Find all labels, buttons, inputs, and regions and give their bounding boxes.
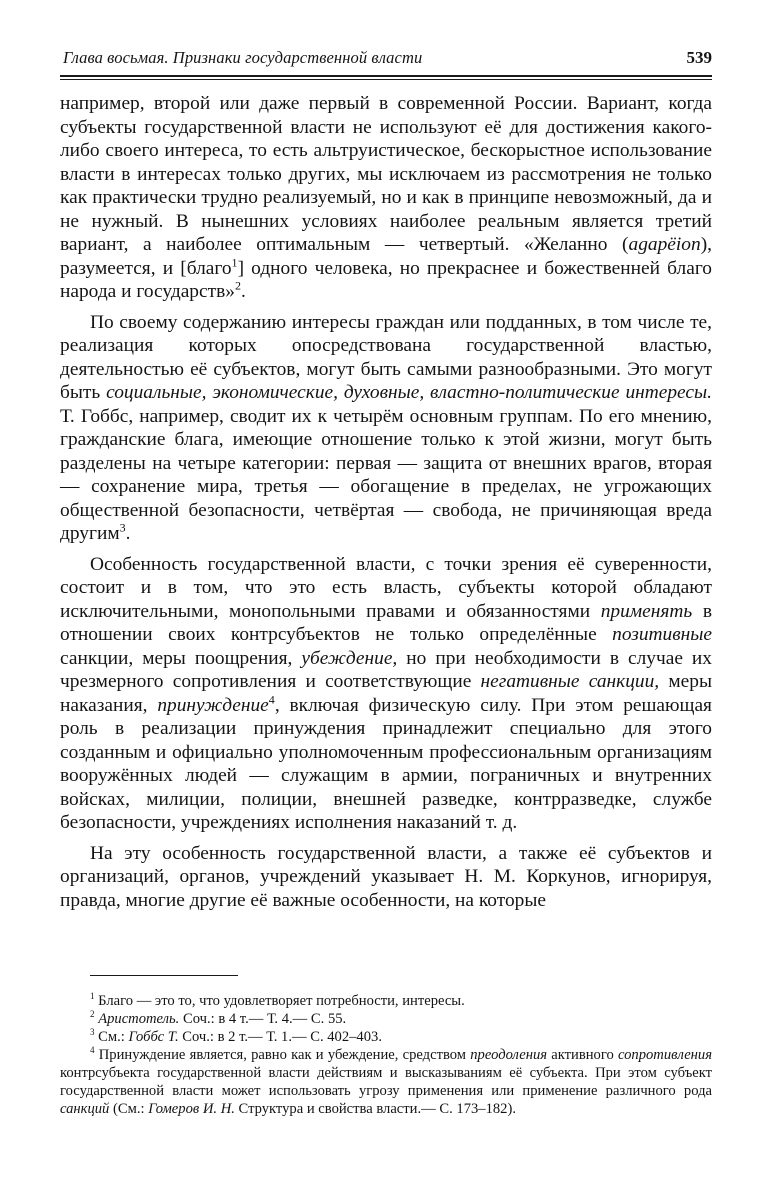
running-head: Глава восьмая. Признаки государственной власти	[63, 48, 423, 67]
paragraph-3: Особенность государственной власти, с точки зрения её суверенности, состоит и в том, что это есть власть, субъекты которой обладают исключительными, монопольными правами и обязанностями применять в отношении своих контрсубъектов не только определённые позитивные санкции, меры поощрения, убеждение, но при необходимости в случае их чрезмерного сопротивления и соответствующие негативные санкции, меры наказания, принуждение$^4$, включая физическую силу. При этом решающая роль в реализации принуждения принадлежит специально для этого созданным и официально уполномоченным профессиональным организациям вооружённых людей — служащим в армии, пограничных и внутренних войсках, милиции, полиции, внешней разведке, контрразведке, службе безопасности, учреждениях исполнения наказаний т. д.	[60, 553, 713, 833]
paragraph-2: По своему содержанию интересы граждан или подданных, в том числе те, реализация которых опосредствована государственной властью, деятельностью её субъектов, могут быть самыми разнообразными. Это могут быть социальные, экономические, духовные, властно-политические интересы. Т. Гоббс, например, сводит их к четырём основным группам. По его мнению, гражданские блага, имеющие отношение только к этой жизни, могут быть разделены на четыре категории: первая — защита от внешних врагов, вторая — сохранение мира, третья — обогащение в пределах, не угрожающих общественной безопасности, четвёртая — свобода, не причиняющая вреда другим$^3$.	[60, 311, 712, 544]
footnote-ref-4[interactable]: 4	[268, 692, 275, 707]
footnotes	[60, 992, 712, 1118]
footnote-4: $^4$ Принуждение является, равно как и убеждение, средством преодоления активного сопротивления контрсубъекта государственной власти действиям и высказываниям её субъекта. При этом субъект государственной власти может использовать угрозу применения или применение различного рода санкций (См.: Гомеров И. Н. Структура и свойства власти.— С. 173–182).	[60, 1045, 712, 1117]
footnote-ref-3[interactable]: 3	[119, 520, 126, 535]
footnote-1: $^1$ Благо — это то, что удовлетворяет потребности, интересы.	[90, 991, 465, 1009]
footnote-ref-2[interactable]: 2	[234, 278, 241, 293]
footnote-separator	[90, 975, 238, 976]
footnote-ref-1[interactable]: 1	[231, 255, 238, 270]
footnote-2: $^2$ Аристотель. Соч.: в 4 т.— Т. 4.— С. 55.	[90, 1009, 347, 1027]
paragraph-4: На эту особенность государственной власти, а также её субъектов и организаций, органов, учреждений указывает Н. М. Коркунов, игнорируя, правда, многие другие её важные особенности, на которые	[60, 842, 712, 911]
paragraph-1: например, второй или даже первый в современной России. Вариант, когда субъекты государственной власти не используют её для достижения какого-либо своего интереса, то есть альтруистическое, бескорыстное использование власти в интересах только других, мы исключаем из рассмотрения не только как практически трудно реализуемый, но и как в принципе невозможный, да и не нужный. В нынешних условиях наиболее реальным является третий вариант, а наиболее оптимальным — четвертый. «Желанно (agapëion), разумеется, и [благо$^1$] одного человека, но прекраснее и божественней благо народа и государств»$^2$.	[60, 93, 712, 302]
header-rule-thin	[60, 79, 712, 80]
page-header	[60, 36, 712, 70]
main-text	[60, 92, 712, 912]
header-rule-thick	[60, 75, 712, 77]
book-page	[60, 36, 713, 1117]
footnote-3: $^3$ См.: Гоббс Т. Соч.: в 2 т.— Т. 1.— С. 402–403.	[90, 1027, 382, 1045]
page-number: 539	[686, 48, 712, 67]
